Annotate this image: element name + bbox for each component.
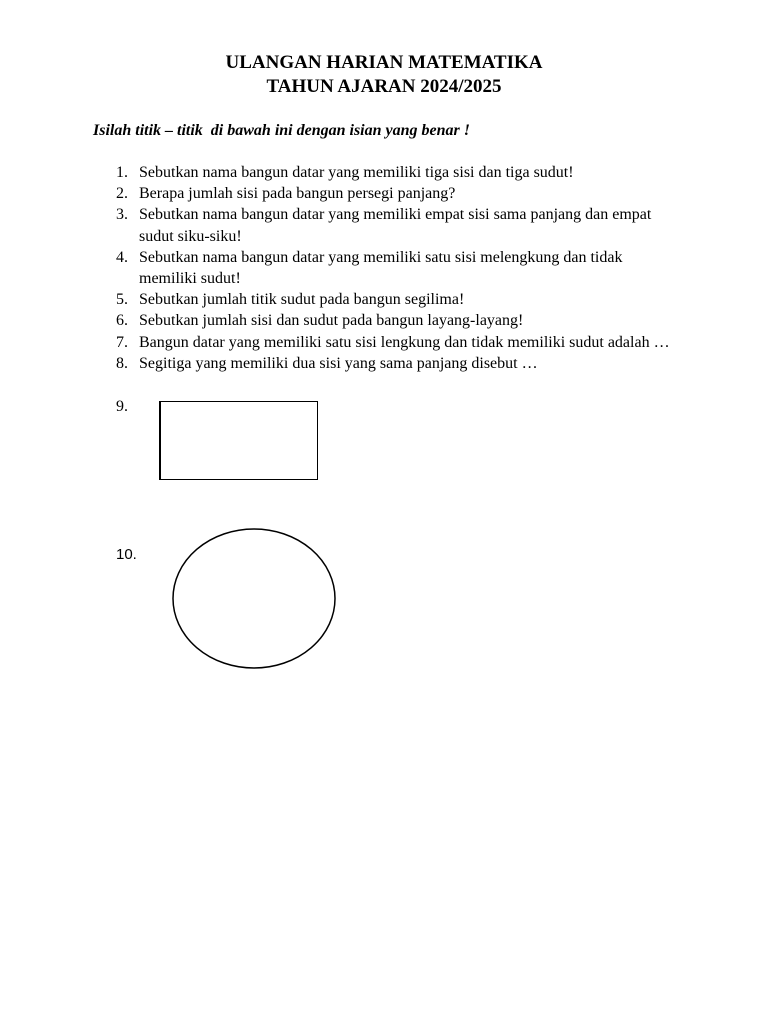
question-number: 8.: [116, 354, 128, 372]
question-number: 1.: [116, 164, 128, 181]
question-item: [0, 183, 679, 204]
question-text: Sebutkan nama bangun datar yang memiliki empat sisi sama panjang dan empat sudut siku-siku!: [139, 206, 652, 245]
question-list: [0, 162, 768, 374]
question-text: Sebutkan jumlah sisi dan sudut pada bangun layang-layang!: [139, 312, 524, 330]
question-text: Segitiga yang memiliki dua sisi yang sama panjang disebut …: [139, 354, 538, 372]
question-item: [0, 204, 679, 246]
question-number: 5.: [116, 291, 128, 309]
question-item: [0, 353, 679, 374]
circle-outline: [173, 529, 335, 668]
question-item: [0, 289, 679, 310]
question-text: Bangun datar yang memiliki satu sisi lengkung dan tidak memiliki sudut adalah …: [139, 333, 670, 351]
question-item: [0, 247, 679, 289]
question-text: Sebutkan nama bangun datar yang memiliki tiga sisi dan tiga sudut!: [139, 164, 574, 181]
question-text: Sebutkan jumlah titik sudut pada bangun segilima!: [139, 291, 465, 309]
question-10-number: 10.: [116, 546, 137, 563]
question-item: [0, 332, 679, 353]
question-number: 2.: [116, 185, 128, 203]
rectangle-shape: [159, 401, 318, 480]
question-number: 3.: [116, 206, 128, 224]
question-text: Sebutkan nama bangun datar yang memiliki satu sisi melengkung dan tidak memiliki sudut!: [139, 248, 623, 288]
question-item: [0, 162, 679, 183]
question-number: 4.: [116, 248, 128, 266]
school-year-title: TAHUN AJARAN 2024/2025: [266, 76, 502, 97]
instruction-text: Isilah titik – titik di bawah ini dengan isian yang benar !: [93, 122, 470, 139]
question-number: 7.: [116, 333, 128, 351]
circle-shape: [171, 527, 337, 670]
question-text: Berapa jumlah sisi pada bangun persegi panjang?: [139, 185, 456, 203]
page-title: ULANGAN HARIAN MATEMATIKA: [225, 52, 543, 73]
question-9-number: 9.: [116, 398, 128, 415]
question-item: [0, 310, 679, 331]
question-number: 6.: [116, 312, 128, 330]
